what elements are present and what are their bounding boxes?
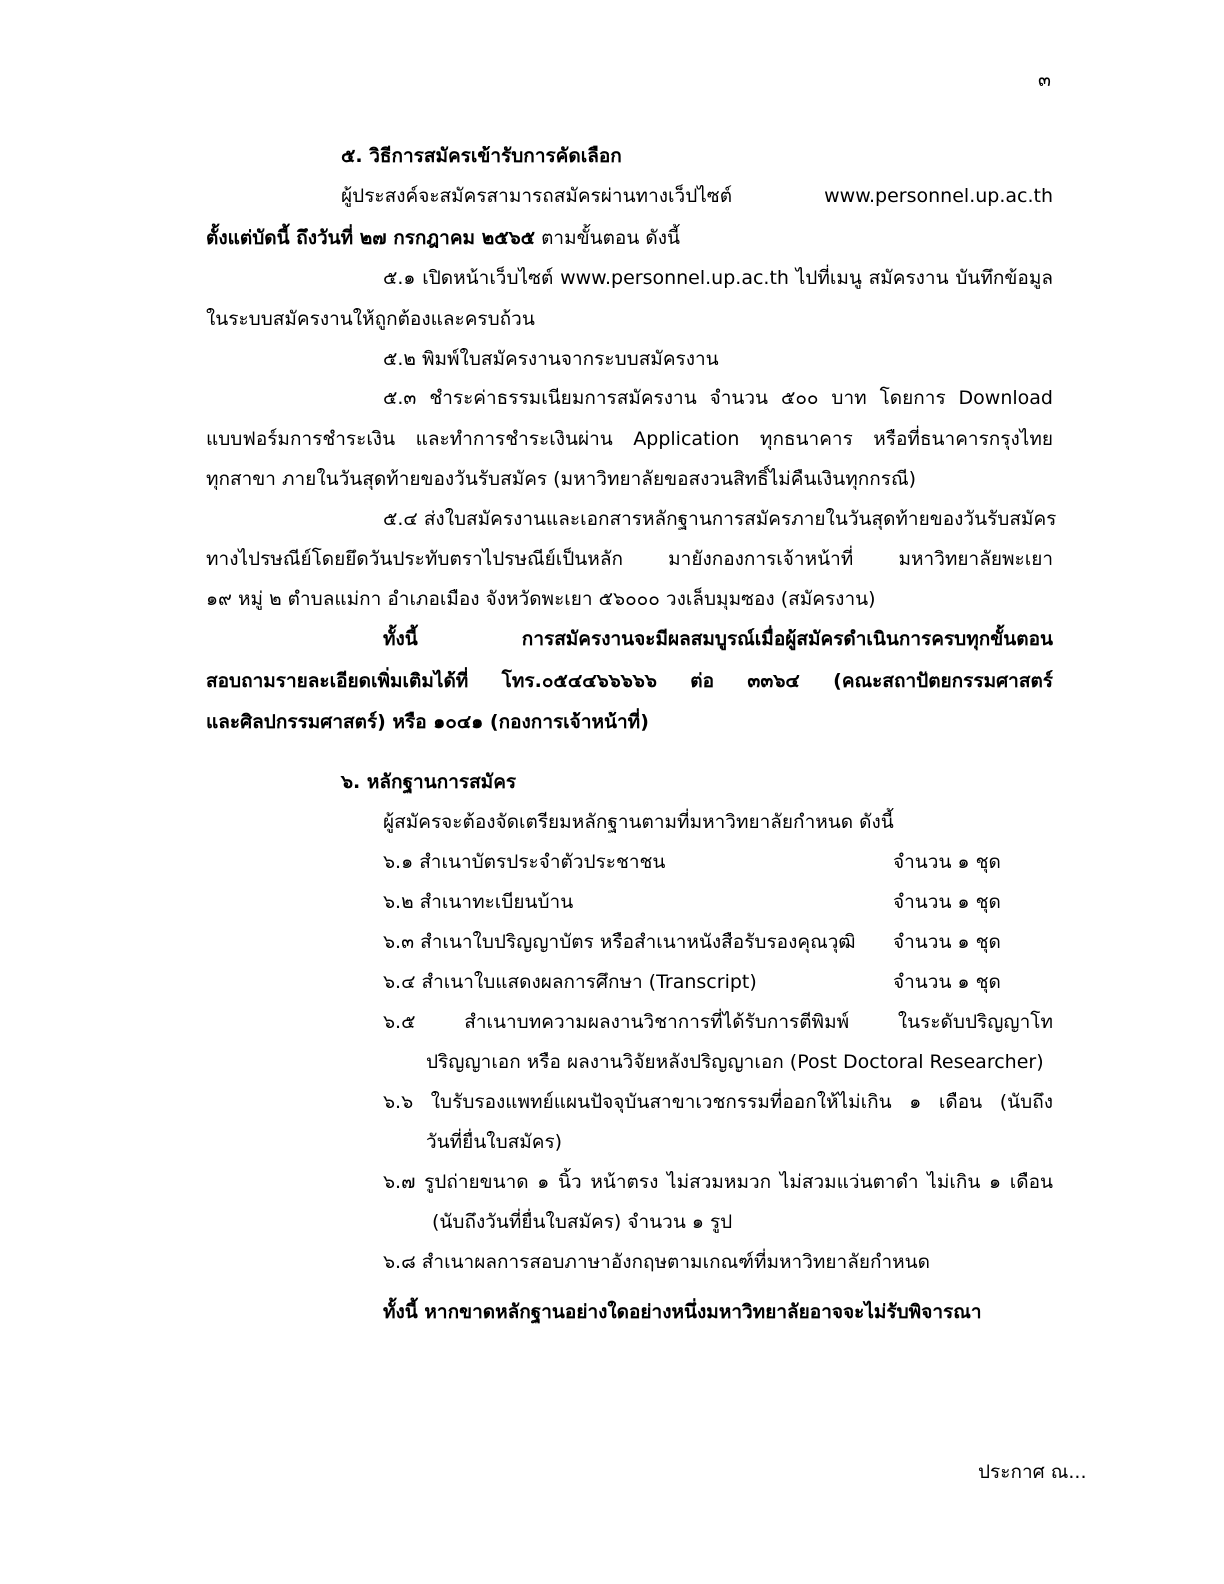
section5-intro-line2 bbox=[206, 224, 680, 252]
item-6-2-amount: จำนวน ๑ ชุด bbox=[893, 891, 1001, 913]
section5-note-line2: สอบถามรายละเอียดเพิ่มเติมได้ที่ โทร.๐๕๔๔๖๖๖๖๖ ต่อ ๓๓๖๔ (คณะสถาปัตยกรรมศาสตร์ bbox=[206, 670, 1053, 692]
item-6-1: ๖.๑ สำเนาบัตรประจำตัวประชาชน bbox=[383, 851, 666, 873]
item-6-5-line1: ๖.๕ สำเนาบทความผลงานวิชาการที่ได้รับการตีพิมพ์ ในระดับปริญญาโท bbox=[383, 1011, 1053, 1033]
item-6-4: ๖.๔ สำเนาใบแสดงผลการศึกษา (Transcript) bbox=[383, 971, 757, 993]
section6-intro: ผู้สมัครจะต้องจัดเตรียมหลักฐานตามที่มหาวิทยาลัยกำหนด ดังนี้ bbox=[383, 811, 894, 833]
item-6-8: ๖.๘ สำเนาผลการสอบภาษาอังกฤษตามเกณฑ์ที่มหาวิทยาลัยกำหนด bbox=[383, 1251, 931, 1273]
section6-note: ทั้งนี้ หากขาดหลักฐานอย่างใดอย่างหนึ่งมหาวิทยาลัยอาจจะไม่รับพิจารณา bbox=[383, 1301, 982, 1323]
application-period: ตั้งแต่บัดนี้ ถึงวันที่ ๒๗ กรกฎาคม ๒๕๖๕ bbox=[206, 227, 536, 249]
item-5-1-line2: ในระบบสมัครงานให้ถูกต้องและครบถ้วน bbox=[206, 308, 535, 330]
section5-note-line3: และศิลปกรรมศาสตร์) หรือ ๑๐๔๑ (กองการเจ้าหน้าที่) bbox=[206, 711, 649, 733]
item-6-4-amount: จำนวน ๑ ชุด bbox=[893, 971, 1001, 993]
item-5-1-line1: ๕.๑ เปิดหน้าเว็บไซต์ www.personnel.up.ac.th ไปที่เมนู สมัครงาน บันทึกข้อมูล bbox=[383, 267, 1053, 289]
item-5-2: ๕.๒ พิมพ์ใบสมัครงานจากระบบสมัครงาน bbox=[383, 348, 719, 370]
section6-heading: ๖. หลักฐานการสมัคร bbox=[341, 771, 517, 793]
page-number: ๓ bbox=[1038, 69, 1051, 91]
item-6-3: ๖.๓ สำเนาใบปริญญาบัตร หรือสำเนาหนังสือรับรองคุณวุฒิ bbox=[383, 931, 856, 953]
item-5-3-line3: ทุกสาขา ภายในวันสุดท้ายของวันรับสมัคร (มหาวิทยาลัยขอสงวนสิทธิ์ไม่คืนเงินทุกกรณี) bbox=[206, 468, 917, 490]
item-6-7-line2: (นับถึงวันที่ยื่นใบสมัคร) จำนวน ๑ รูป bbox=[432, 1211, 733, 1233]
item-5-4-line2: ทางไปรษณีย์โดยยึดวันประทับตราไปรษณีย์เป็นหลัก มายังกองการเจ้าหน้าที่ มหาวิทยาลัยพะเยา bbox=[206, 548, 1053, 570]
continuation-marker: ประกาศ ณ... bbox=[978, 1461, 1087, 1483]
item-6-6-line1: ๖.๖ ใบรับรองแพทย์แผนปัจจุบันสาขาเวชกรรมที่ออกให้ไม่เกิน ๑ เดือน (นับถึง bbox=[383, 1091, 1053, 1113]
section5-heading: ๕. วิธีการสมัครเข้ารับการคัดเลือก bbox=[341, 145, 622, 167]
item-6-3-amount: จำนวน ๑ ชุด bbox=[893, 931, 1001, 953]
item-6-7-line1: ๖.๗ รูปถ่ายขนาด ๑ นิ้ว หน้าตรง ไม่สวมหมวก ไม่สวมแว่นตาดำ ไม่เกิน ๑ เดือน bbox=[383, 1171, 1053, 1193]
item-5-3-line1: ๕.๓ ชำระค่าธรรมเนียมการสมัครงาน จำนวน ๕๐๐ บาท โดยการ Download bbox=[383, 387, 1053, 409]
item-5-3-line2: แบบฟอร์มการชำระเงิน และทำการชำระเงินผ่าน Application ทุกธนาคาร หรือที่ธนาคารกรุงไทย bbox=[206, 428, 1053, 450]
item-6-1-amount: จำนวน ๑ ชุด bbox=[893, 851, 1001, 873]
item-6-6-line2: วันที่ยื่นใบสมัคร) bbox=[426, 1131, 563, 1153]
item-6-5-line2: ปริญญาเอก หรือ ผลงานวิจัยหลังปริญญาเอก (Post Doctoral Researcher) bbox=[426, 1051, 1044, 1073]
item-5-4-line3: ๑๙ หมู่ ๒ ตำบลแม่กา อำเภอเมือง จังหวัดพะเยา ๕๖๐๐๐ วงเล็บมุมซอง (สมัครงาน) bbox=[206, 588, 876, 610]
section5-intro-line1: ผู้ประสงค์จะสมัครสามารถสมัครผ่านทางเว็ปไซต์ www.personnel.up.ac.th bbox=[341, 185, 1053, 207]
section5-intro-line2-rest: ตามขั้นตอน ดังนี้ bbox=[535, 227, 680, 249]
item-5-4-line1: ๕.๔ ส่งใบสมัครงานและเอกสารหลักฐานการสมัครภายในวันสุดท้ายของวันรับสมัคร bbox=[383, 508, 1057, 530]
section5-note-line1: ทั้งนี้ การสมัครงานจะมีผลสมบูรณ์เมื่อผู้สมัครดำเนินการครบทุกขั้นตอน bbox=[383, 628, 1053, 650]
item-6-2: ๖.๒ สำเนาทะเบียนบ้าน bbox=[383, 891, 574, 913]
